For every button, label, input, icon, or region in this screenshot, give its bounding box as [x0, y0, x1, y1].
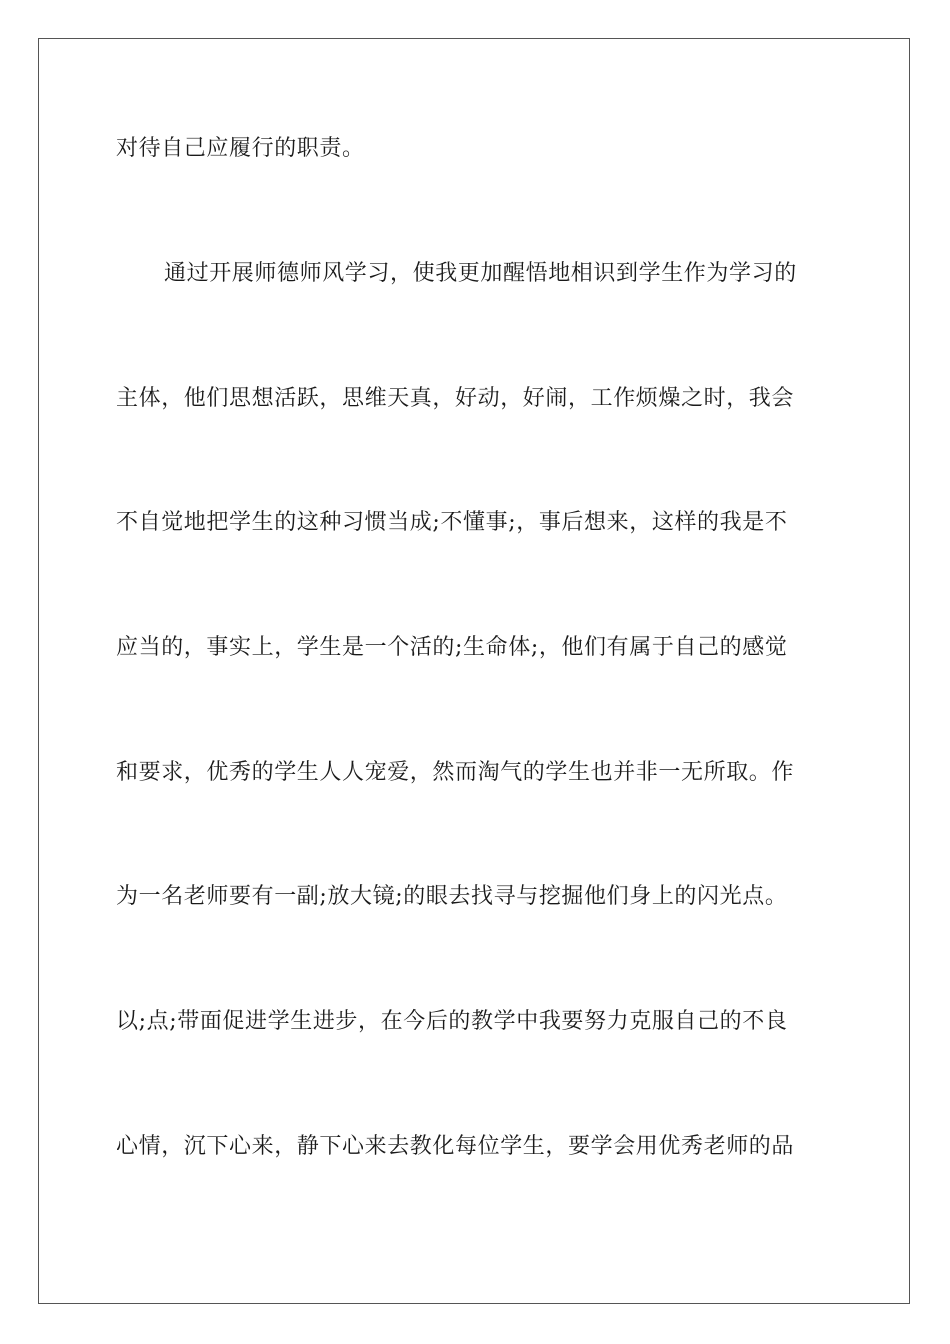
paragraph-line-7: 为一名老师要有一副;放大镜;的眼去找寻与挖掘他们身上的闪光点。: [116, 884, 788, 909]
paragraph-line-6: 和要求，优秀的学生人人宠爱，然而淘气的学生也并非一无所取。作: [116, 760, 795, 785]
paragraph-line-8: 以;点;带面促进学生进步，在今后的教学中我要努力克服自己的不良: [116, 1009, 788, 1034]
page-frame: [38, 38, 910, 1304]
paragraph-line-2: 通过开展师德师风学习，使我更加醒悟地相识到学生作为学习的: [164, 261, 797, 286]
paragraph-line-3: 主体，他们思想活跃，思维天真，好动，好闹，工作烦燥之时，我会: [116, 386, 795, 411]
paragraph-line-9: 心情，沉下心来，静下心来去教化每位学生，要学会用优秀老师的品: [116, 1134, 795, 1159]
paragraph-line-4: 不自觉地把学生的这种习惯当成;不懂事;，事后想来，这样的我是不: [116, 510, 788, 535]
paragraph-line-1: 对待自己应履行的职责。: [116, 136, 365, 161]
paragraph-line-5: 应当的，事实上，学生是一个活的;生命体;，他们有属于自己的感觉: [116, 635, 788, 660]
